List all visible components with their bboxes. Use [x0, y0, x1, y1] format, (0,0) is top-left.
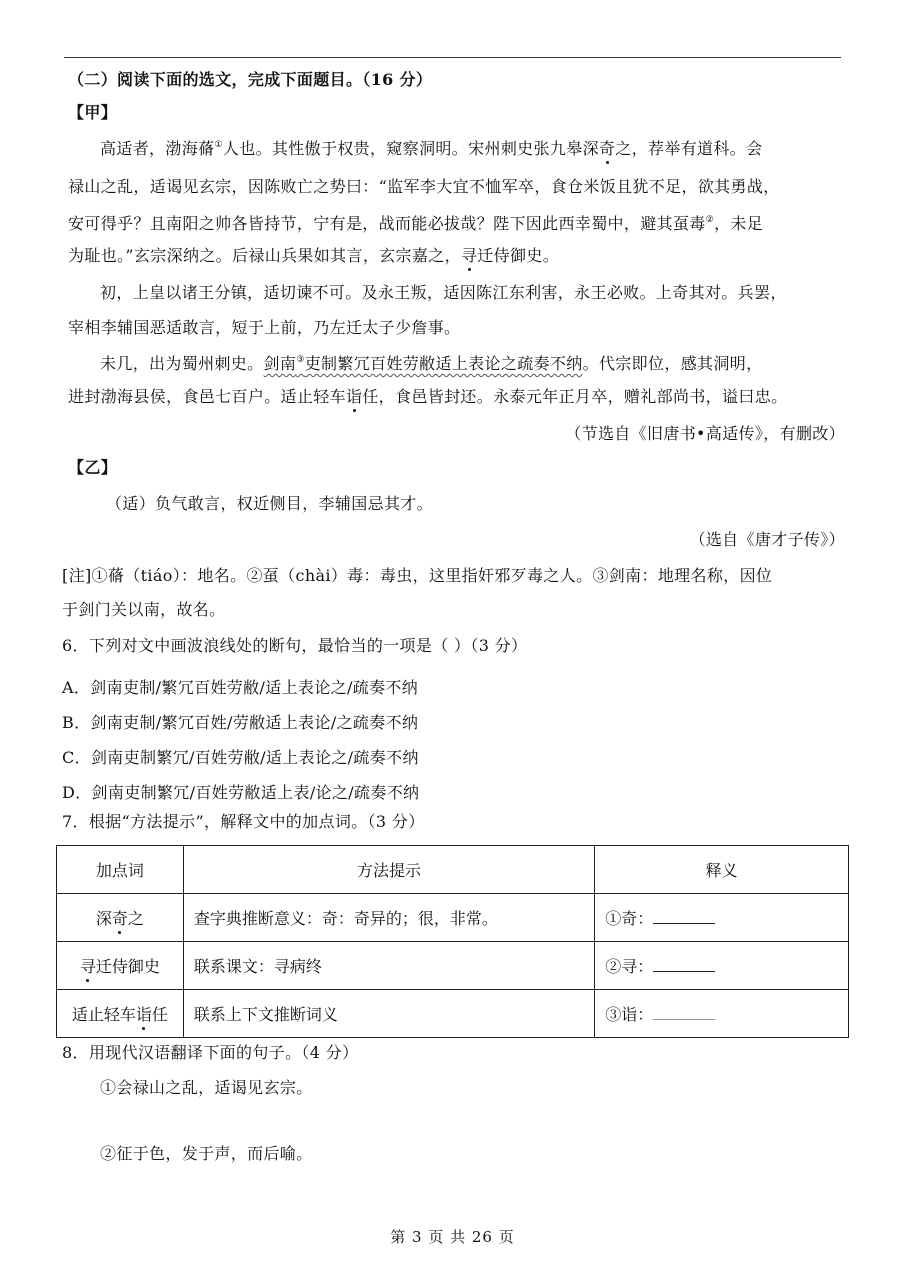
- dotted-word-xun: 寻: [460, 246, 478, 265]
- jia-p1-line4: 为耻也。”玄宗深纳之。后禄山兵果如其言，玄宗嘉之，寻迁侍御史。: [68, 246, 560, 265]
- answer-blank[interactable]: [653, 909, 715, 924]
- table-row: [57, 942, 849, 990]
- meaning-cell: ③诣：: [595, 990, 849, 1038]
- dotted-word-cell: 适止轻车诣任: [57, 990, 184, 1038]
- jia-p3-line1: 未几，出为蜀州刺史。剑南③吏制繁冗百姓劳敝适上表论之疏奏不纳。代宗即位，感其洞明，: [100, 354, 763, 373]
- method-table: [56, 845, 849, 1038]
- wavy-underlined-sentence: 剑南③吏制繁冗百姓劳敝适上表论之疏奏不纳: [263, 354, 583, 373]
- table-header: 方法提示: [183, 846, 594, 894]
- yi-source: （选自《唐才子传》）: [689, 530, 845, 549]
- q6-option-c: C．剑南吏制繁冗/百姓劳敝/适上表论之/疏奏不纳: [62, 748, 419, 767]
- table-header: 释义: [595, 846, 849, 894]
- jia-p2-line1: 初，上皇以诸王分镇，适切谏不可。及永王叛，适因陈江东利害，永王必败。上奇其对。兵罢，: [100, 283, 787, 302]
- section-heading: （二）阅读下面的选文，完成下面题目。（16 分）: [68, 70, 433, 89]
- meaning-cell: ②寻：: [595, 942, 849, 990]
- q6-option-b: B．剑南吏制/繁冗百姓/劳敝适上表论/之疏奏不纳: [62, 713, 419, 732]
- dotted-word-qi: 奇: [598, 139, 616, 158]
- jia-p1-line2: 禄山之乱，适谒见玄宗，因陈败亡之势曰：“监军李大宜不恤军卒，食仓米饭且犹不足，欲其勇战，: [68, 177, 780, 196]
- jia-p1-line1: 高适者，渤海蓨①人也。其性傲于权贵，窥察洞明。宋州刺史张九皋深奇之，荐举有道科。会: [100, 139, 763, 158]
- q7-stem: 7．根据“方法提示”，解释文中的加点词。（3 分）: [62, 812, 425, 831]
- q6-stem: 6．下列对文中画波浪线处的断句，最恰当的一项是（ ）（3 分）: [62, 636, 528, 655]
- table-row: [57, 894, 849, 942]
- answer-blank[interactable]: [653, 1005, 715, 1020]
- jia-p3-line2: 进封渤海县侯，食邑七百户。适止轻车诣任，食邑皆封还。永泰元年正月卒，赠礼部尚书，谥曰忠。: [68, 387, 788, 406]
- hint-cell: 查字典推断意义：奇：奇异的；很，非常。: [183, 894, 594, 942]
- meaning-cell: ①奇：: [595, 894, 849, 942]
- passage-yi-label: 【乙】: [68, 458, 118, 477]
- hint-cell: 联系上下文推断词义: [183, 990, 594, 1038]
- table-header-row: [57, 846, 849, 894]
- jia-p1-line3: 安可得乎？且南阳之帅各皆持节，宁有是，战而能必拔哉？陛下因此西幸蜀中，避其虿毒②，未足: [68, 214, 764, 233]
- q6-option-d: D．剑南吏制繁冗/百姓劳敝适上表/论之/疏奏不纳: [62, 783, 420, 802]
- page-footer: 第 3 页 共 26 页: [390, 1228, 515, 1246]
- dotted-word-cell: 寻迁侍御史: [57, 942, 184, 990]
- table-header: 加点词: [57, 846, 184, 894]
- table-row: [57, 990, 849, 1038]
- top-rule: [64, 57, 841, 58]
- q8-stem: 8．用现代汉语翻译下面的句子。（4 分）: [62, 1043, 359, 1062]
- note-line1: [注]①蓨（tiáo）：地名。②虿（chài）毒：毒虫，这里指奸邪歹毒之人。③剑南：地理名称，因位: [62, 566, 773, 585]
- q6-option-a: A．剑南吏制/繁冗百姓劳敝/适上表论之/疏奏不纳: [62, 678, 419, 697]
- dotted-word-yi: 诣: [345, 387, 363, 406]
- q8-sentence2: ②征于色，发于声，而后喻。: [100, 1144, 313, 1163]
- yi-text: （适）负气敢言，权近侧目，李辅国忌其才。: [106, 494, 434, 513]
- dotted-word-cell: 深奇之: [57, 894, 184, 942]
- note-line2: 于剑门关以南，故名。: [62, 600, 226, 619]
- answer-blank[interactable]: [653, 957, 715, 972]
- jia-source: （节选自《旧唐书•高适传》，有删改）: [565, 424, 845, 443]
- hint-cell: 联系课文：寻病终: [183, 942, 594, 990]
- jia-p2-line2: 宰相李辅国恶适敢言，短于上前，乃左迁太子少詹事。: [68, 318, 461, 337]
- passage-jia-label: 【甲】: [68, 103, 118, 122]
- q8-sentence1: ①会禄山之乱，适谒见玄宗。: [100, 1078, 313, 1097]
